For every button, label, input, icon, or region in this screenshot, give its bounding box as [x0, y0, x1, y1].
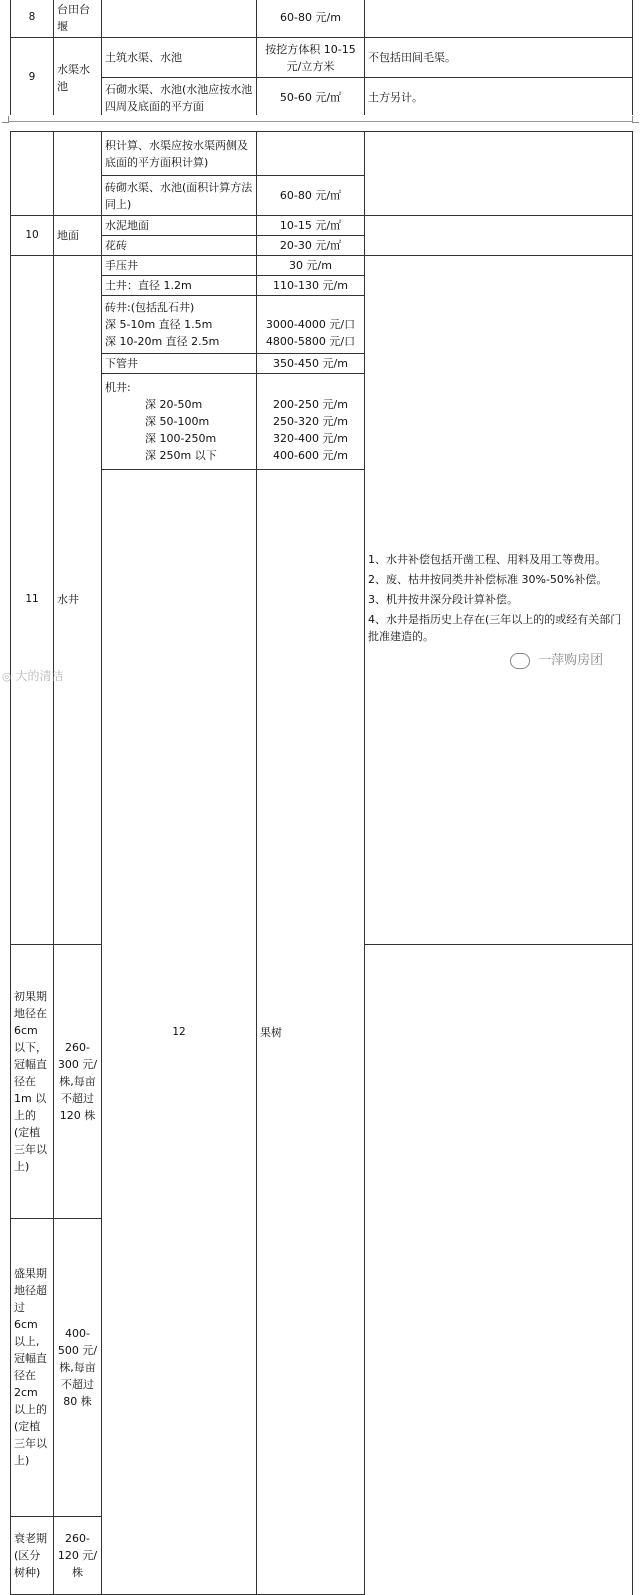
- sub-item-line: 深 50-100m: [145, 415, 210, 428]
- sub-item: 手压井: [102, 256, 257, 276]
- item-name: 果树: [257, 470, 365, 1595]
- note: 土方另计。: [365, 78, 633, 118]
- sub-item: [102, 0, 257, 38]
- page-break-line: [8, 121, 632, 122]
- sub-item-line: 深 10-20m 直径 2.5m: [105, 335, 220, 348]
- note-line: 1、水井补偿包括开凿工程、用料及用工等费用。: [368, 553, 606, 567]
- price-line: 320-400 元/m: [273, 432, 348, 445]
- note: 不包括田间毛渠。: [365, 38, 633, 78]
- watermark-right: [510, 649, 603, 669]
- note-line: 3、机井按井深分段计算补偿。: [368, 593, 518, 607]
- item-name: [54, 132, 102, 216]
- sub-item: [102, 296, 257, 354]
- price: 30 元/m: [257, 256, 365, 276]
- price: [257, 296, 365, 354]
- price: 20-30 元/㎡: [257, 236, 365, 256]
- sub-item: 盛果期 地径超过 6cm 以上,冠幅直径在 2cm 以上的(定植三年以上): [11, 1218, 54, 1517]
- sub-item-line: 深 20-50m: [145, 398, 203, 411]
- sub-item: 土井：直径 1.2m: [102, 276, 257, 296]
- table-row: [11, 0, 633, 38]
- price: 60-80 元/m: [257, 0, 365, 38]
- sub-item: 土筑水渠、水池: [102, 38, 257, 78]
- note-wells: [365, 256, 633, 945]
- sub-item: [102, 374, 257, 470]
- watermark-left: [2, 667, 63, 684]
- item-name: 台田台堰: [54, 0, 102, 38]
- price-line: 4800-5800 元/口: [265, 335, 356, 348]
- note-line: 2、废、枯井按同类井补偿标准 30%-50%补偿。: [368, 573, 608, 587]
- price: 50-60 元/㎡: [257, 78, 365, 118]
- sub-item: 下管井: [102, 354, 257, 374]
- sub-item: 衰老期(区分树种): [11, 1517, 54, 1595]
- price: 按挖方体积 10-15 元/立方米: [257, 38, 365, 78]
- row-number: 8: [11, 0, 54, 38]
- sub-item: 积计算、水渠应按水渠两侧及底面的平方面积计算): [102, 132, 257, 176]
- page-break: [0, 115, 640, 129]
- sub-item-line: 深 100-250m: [145, 432, 217, 445]
- sub-item: 初果期 地径在 6cm 以下，冠幅直径在 1m 以上的(定植三年以上): [11, 944, 54, 1218]
- item-name: 水渠水池: [54, 38, 102, 118]
- watermark-right-text: 一萍购房团: [538, 653, 604, 668]
- row-number: 10: [11, 216, 54, 256]
- crop-mark: [2, 116, 9, 123]
- sub-item: 水泥地面: [102, 216, 257, 236]
- row-number: 11: [11, 256, 54, 945]
- table-main: [10, 131, 633, 1595]
- row-number: 9: [11, 38, 54, 118]
- sub-item-line: 深 5-10m 直径 1.5m: [105, 318, 213, 331]
- price-line: 400-600 元/m: [273, 449, 348, 462]
- price: 400-500 元/株,每亩不超过 80 株: [54, 1218, 102, 1517]
- price: 350-450 元/m: [257, 354, 365, 374]
- price: 260-300 元/株,每亩不超过 120 株: [54, 944, 102, 1218]
- sub-item-line: 机井:: [105, 381, 131, 394]
- row-number: 12: [102, 470, 257, 1595]
- sub-item-line: 砖井:(包括乱石井): [105, 301, 195, 314]
- price: 10-15 元/㎡: [257, 216, 365, 236]
- note: [365, 132, 633, 216]
- item-name: 水井: [54, 256, 102, 945]
- item-name: 地面: [54, 216, 102, 256]
- table-top: [10, 0, 633, 118]
- watermark-left-text: 大的清洁: [15, 669, 64, 683]
- sub-item-line: 深 250m 以下: [145, 449, 217, 462]
- sub-item: 石砌水渠、水池(水池应按水池四周及底面的平方面: [102, 78, 257, 118]
- wechat-icon: [510, 653, 530, 669]
- table-row: [11, 78, 633, 118]
- price: 260-120 元/株: [54, 1517, 102, 1595]
- note: [365, 216, 633, 256]
- table-row: [11, 132, 633, 176]
- price-line: [260, 379, 361, 396]
- price: [257, 132, 365, 176]
- table-row: [11, 256, 633, 276]
- weibo-logo-icon: ◎: [2, 670, 12, 683]
- row-number: [11, 132, 54, 216]
- crop-mark: [632, 116, 639, 123]
- price: 60-80 元/㎡: [257, 176, 365, 216]
- price: [257, 374, 365, 470]
- price-line: [260, 299, 361, 316]
- price-line: 200-250 元/m: [273, 398, 348, 411]
- table-row: [11, 38, 633, 78]
- price: 110-130 元/m: [257, 276, 365, 296]
- table-row: [11, 216, 633, 236]
- price-line: 3000-4000 元/口: [265, 318, 356, 331]
- sub-item: 花砖: [102, 236, 257, 256]
- note: [365, 0, 633, 38]
- sub-item: 砖砌水渠、水池(面积计算方法同上): [102, 176, 257, 216]
- note-line: 4、水井是指历史上存在(三年以上的的或经有关部门批准建造的。: [368, 613, 622, 644]
- price-line: 250-320 元/m: [273, 415, 348, 428]
